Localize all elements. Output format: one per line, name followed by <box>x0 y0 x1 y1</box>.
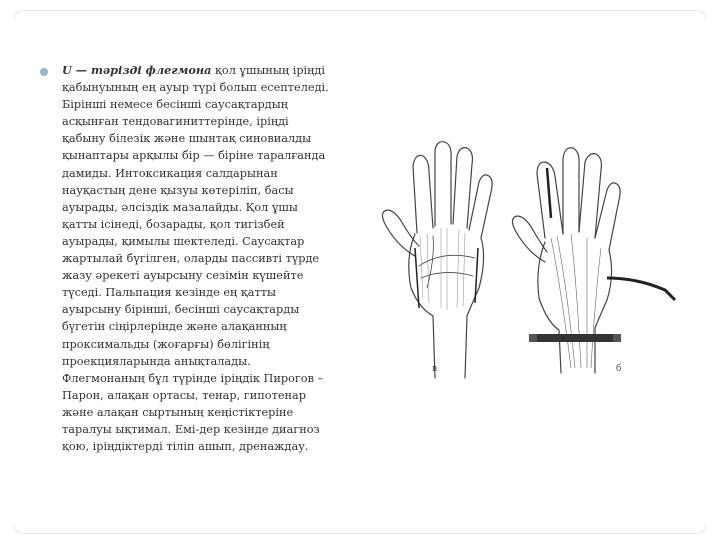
text-line: проекцияларында анықталады. <box>62 354 251 368</box>
right-hand-tendons <box>551 234 601 368</box>
text-line: қатты ісінеді, бозарады, қол тигізбей <box>62 217 285 231</box>
body-text <box>62 62 358 455</box>
figure-caption-left: в <box>432 364 438 374</box>
text-line: таралуы ықтимал. Емі-дер кезінде диагноз <box>62 422 320 436</box>
text-line: науқастың дене қызуы көтеріліп, басы <box>62 183 294 197</box>
bold-lead: U — тәрізді флегмона <box>62 63 212 77</box>
bullet-dot-icon <box>40 68 48 76</box>
left-hand-drawing <box>382 142 492 378</box>
text-line: қынаптары арқылы бір — біріне таралғанда <box>62 149 326 163</box>
text-line: проксимальды (жоғарғы) бөлігінің <box>62 337 270 351</box>
text-line: қою, іріңдіктерді тіліп ашып, дренаждау. <box>62 440 309 454</box>
text-line: бүгетін сіңірлерінде және алақанның <box>62 320 287 334</box>
text-line: Бірінші немесе бесінші саусақтардың <box>62 98 288 112</box>
slide-frame-top <box>14 10 706 19</box>
text-line: жартылай бүгілген, оларды пассивті түрде <box>62 252 320 266</box>
text-line: асқынған тендовагиниттерінде, іріңді <box>62 115 289 129</box>
figure-caption-right: б <box>616 364 622 374</box>
text-line: қабынуының ең ауыр түрі болып есептеледі. <box>62 81 329 95</box>
text-line: қабыну білезік және шынтақ синовиалды <box>62 132 312 146</box>
left-hand-shading <box>420 228 465 310</box>
text-line: дамиды. Интоксикация салдарынан <box>62 166 278 180</box>
drain-tubes <box>529 168 675 342</box>
text-line: Парон, алақан ортасы, тенар, гипотенар <box>62 388 307 402</box>
text-line: және алақан сыртының кеңістіктеріне <box>62 405 294 419</box>
text-line: ауырады, қимылы шектеледі. Саусақтар <box>62 234 305 248</box>
text-line: Флегмонаның бұл түрінде іріңдік Пирогов – <box>62 371 324 385</box>
text-line-first <box>62 62 358 79</box>
first-line-rest: қол ұшының іріңді <box>211 64 325 77</box>
slide-frame-bottom <box>14 525 706 534</box>
text-line: түседі. Пальпация кезінде ең қатты <box>62 286 276 300</box>
hand-illustration <box>375 138 695 383</box>
text-line: ауырады, әлсіздік мазалайды. Қол ұшы <box>62 200 298 214</box>
text-line: жазу әрекеті ауырсыну сезімін күшейте <box>62 269 304 283</box>
text-line: ауырсыну бірінші, бесінші саусақтарды <box>62 303 300 317</box>
